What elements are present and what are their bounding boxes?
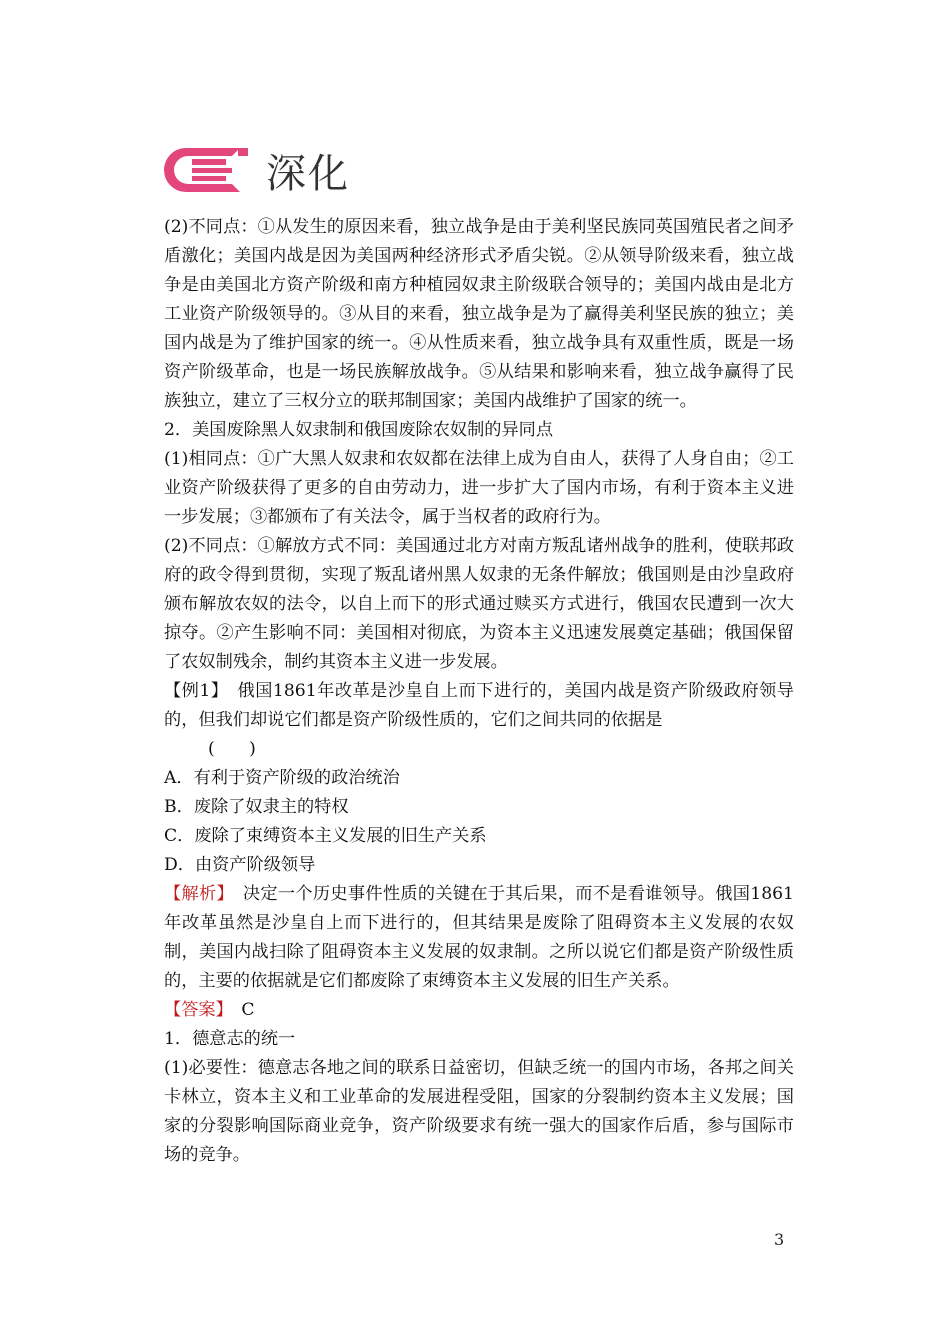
option-a: A．有利于资产阶级的政治统治 — [164, 768, 400, 788]
page-number: 3 — [774, 1230, 785, 1249]
paragraph-differences-war: (2)不同点：①从发生的原因来看，独立战争是由于美利坚民族同英国殖民者之间矛盾激化；美国内战是因为美国两种经济形式矛盾尖锐。②从领导阶级来看，独立战争是由美国北方资产阶级和南方种植园奴隶主阶级联合领导的；美国内战由是北方工业资产阶级领导的。③从目的来看，独立战争是为了赢得美利坚民族的独立；美国内战是为了维护国家的统一。④从性质来看，独立战争具有双重性质，既是一场资产阶级革命，也是一场民族解放战争。⑤从结果和影响来看，独立战争赢得了民族独立，建立了三权分立的联邦制国家；美国内战维护了国家的统一。 — [164, 217, 794, 411]
paragraph-german-unification-heading: 1．德意志的统一 — [164, 1029, 296, 1049]
paragraph-similarities: (1)相同点：①广大黑人奴隶和农奴都在法律上成为自由人，获得了人身自由；②工业资产阶级获得了更多的自由劳动力，进一步扩大了国内市场，有利于资本主义进一步发展；③都颁布了有关法令，属于当权者的政府行为。 — [164, 449, 794, 527]
option-b: B．废除了奴隶主的特权 — [164, 797, 349, 817]
option-d: D．由资产阶级领导 — [164, 855, 316, 875]
section-title: 深化 — [266, 150, 350, 197]
section-header — [160, 140, 350, 200]
answer — [164, 996, 794, 1025]
analysis-label: 【解析】 — [164, 884, 226, 904]
example-label: 【例1】 — [164, 681, 220, 701]
option-c: C．废除了束缚资本主义发展的旧生产关系 — [164, 826, 487, 846]
answer-label: 【答案】 — [164, 1000, 225, 1020]
deepen-section-logo-icon — [160, 140, 260, 200]
example-question — [164, 677, 794, 735]
document-body — [164, 213, 794, 1170]
example-question-text: 俄国1861年改革是沙皇自上而下进行的，美国内战是资产阶级政府领导的，但我们却说它们都是资产阶级性质的，它们之间共同的依据是 — [164, 681, 794, 730]
analysis — [164, 880, 794, 996]
answer-value: C — [224, 1000, 255, 1020]
paragraph-german-unification-necessity: (1)必要性：德意志各地之间的联系日益密切，但缺乏统一的国内市场，各邦之间关卡林立，资本主义和工业革命的发展进程受阻，国家的分裂制约资本主义发展；国家的分裂影响国际商业竞争，资产阶级要求有统一强大的国家作后盾，参与国际市场的竞争。 — [164, 1058, 794, 1165]
analysis-text: 决定一个历史事件性质的关键在于其后果，而不是看谁领导。俄国1861年改革虽然是沙皇自上而下进行的，但其结果是废除了阻碍资本主义发展的农奴制，美国内战扫除了阻碍资本主义发展的奴隶制。之所以说它们都是资产阶级性质的，主要的依据就是它们都废除了束缚资本主义发展的旧生产关系。 — [164, 884, 794, 991]
paragraph-differences-abolition: (2)不同点：①解放方式不同：美国通过北方对南方叛乱诸州战争的胜利，使联邦政府的政令得到贯彻，实现了叛乱诸州黑人奴隶的无条件解放；俄国则是由沙皇政府颁布解放农奴的法令，以自上而下的形式通过赎买方式进行，俄国农民遭到一次大掠夺。②产生影响不同：美国相对彻底，为资本主义迅速发展奠定基础；俄国保留了农奴制残余，制约其资本主义进一步发展。 — [164, 536, 794, 672]
paragraph-heading-abolition: 2．美国废除黑人奴隶制和俄国废除农奴制的异同点 — [164, 420, 554, 440]
example-blank: ( ) — [208, 739, 256, 759]
